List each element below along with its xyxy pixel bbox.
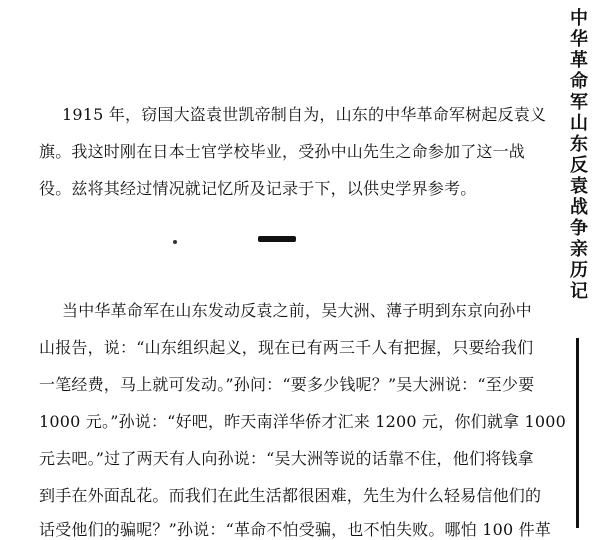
body-line-6: 到手在外面乱花。而我们在此生活都很困难，先生为什么轻易信他们的 xyxy=(39,486,542,505)
running-head-title xyxy=(568,8,590,302)
body-line-4: 1000 元。”孙说：“好吧，昨天南洋华侨才汇来 1200 元，你们就拿 1000 xyxy=(39,412,567,431)
section-number-one xyxy=(258,236,296,242)
running-head-char: 记 xyxy=(570,281,588,302)
scan-speck xyxy=(173,240,177,244)
running-head-char: 战 xyxy=(570,197,588,218)
running-head-char: 命 xyxy=(570,71,588,92)
running-head-char: 革 xyxy=(570,50,588,71)
body-line-5: 元去吧。”过了两天有人向孙说：“吴大洲等说的话靠不住，他们将钱拿 xyxy=(39,449,534,468)
running-head-char: 争 xyxy=(570,218,588,239)
body-line-2: 山报告，说：“山东组织起义，现在已有两三千人有把握，只要给我们 xyxy=(39,338,534,357)
running-head-rule xyxy=(576,338,579,528)
running-head-char: 华 xyxy=(570,29,588,50)
running-head-char: 历 xyxy=(570,260,588,281)
intro-line-1: 1915 年，窃国大盗袁世凯帝制自为，山东的中华革命军树起反袁义 xyxy=(62,105,547,124)
intro-line-2: 旗。我这时刚在日本士官学校毕业，受孙中山先生之命参加了这一战 xyxy=(39,142,526,161)
running-head-char: 反 xyxy=(570,155,588,176)
body-line-7: 话受他们的骗呢？”孙说：“革命不怕受骗，也不怕失败。哪怕 100 件革 xyxy=(39,520,552,539)
running-head-char: 亲 xyxy=(570,239,588,260)
running-head-char: 袁 xyxy=(570,176,588,197)
running-head-char: 中 xyxy=(570,8,588,29)
running-head-char: 军 xyxy=(570,92,588,113)
running-head-char: 东 xyxy=(570,134,588,155)
running-head-char: 山 xyxy=(570,113,588,134)
body-line-1: 当中华革命军在山东发动反袁之前，吴大洲、薄子明到东京向孙中 xyxy=(62,301,532,320)
body-line-3: 一笔经费，马上就可发动。”孙问：“要多少钱呢？”吴大洲说：“至少要 xyxy=(39,375,535,394)
intro-line-3: 役。兹将其经过情况就记忆所及记录于下，以供史学界参考。 xyxy=(39,179,477,198)
